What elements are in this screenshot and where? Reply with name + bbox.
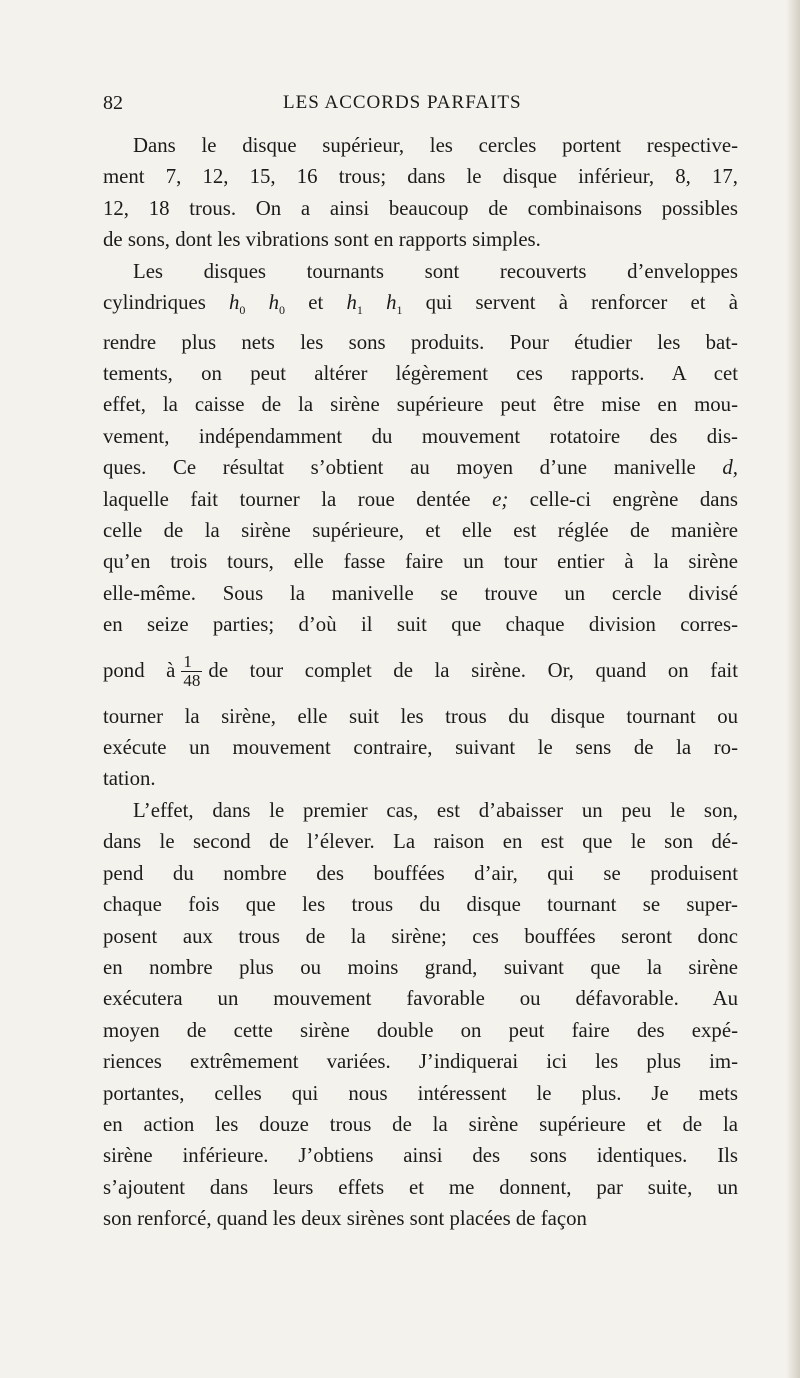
- page-header: [103, 92, 703, 122]
- text-line: portantes, celles qui nous intéressent le plus. Je mets: [103, 1081, 738, 1105]
- text-line: en action les douze trous de la sirène supérieure et de la: [103, 1112, 738, 1136]
- text-line: Les disques tournants sont recouverts d’enveloppes: [133, 259, 738, 283]
- text-line: tourner la sirène, elle suit les trous du disque tournant ou: [103, 704, 738, 728]
- text-line: qu’en trois tours, elle fasse faire un tour entier à la sirène: [103, 550, 738, 574]
- text-line: en nombre plus ou moins grand, suivant que la sirène: [103, 955, 738, 979]
- symbol-h: h: [268, 291, 280, 315]
- text-line: vement, indépendamment du mouvement rotatoire des dis-: [103, 424, 738, 448]
- text-line: moyen de cette sirène double on peut faire des expé-: [103, 1018, 738, 1042]
- page-number: 82: [103, 92, 123, 114]
- page-edge-shadow: [786, 0, 800, 1378]
- paragraph-2: [103, 256, 738, 795]
- running-title: LES ACCORDS PARFAITS: [283, 92, 522, 113]
- fraction-line: [103, 641, 738, 701]
- text-line: riences extrêmement variées. J’indiquerai ici les plus im-: [103, 1050, 738, 1074]
- text-line: de sons, dont les vibrations sont en rapports simples.: [103, 228, 541, 252]
- text-line: dans le second de l’élever. La raison en est que le son dé-: [103, 830, 738, 854]
- fraction-denominator: 48: [183, 671, 201, 691]
- text-fragment: laquelle fait tourner la roue dentée: [103, 487, 471, 511]
- fraction: [181, 653, 202, 690]
- text-line: sirène inférieure. J’obtiens ainsi des sons identiques. Ils: [103, 1144, 738, 1168]
- text-line: rendre plus nets les sons produits. Pour étudier les bat-: [103, 330, 738, 354]
- text-line: elle-même. Sous la manivelle se trouve un cercle divisé: [103, 581, 738, 605]
- symbol-h: h: [346, 291, 357, 315]
- symbol-subscript: 0: [279, 303, 286, 318]
- text-line-with-symbols: [103, 287, 738, 327]
- text-fragment: et: [308, 291, 324, 315]
- text-fragment: ques. Ce résultat s’obtient au moyen d’une manivelle: [103, 456, 696, 480]
- text-fragment: de tour complet de la sirène. Or, quand on fait: [208, 658, 738, 682]
- text-line: en seize parties; d’où il suit que chaque division corres-: [103, 613, 738, 637]
- symbol-d: d,: [722, 456, 738, 480]
- text-line: exécute un mouvement contraire, suivant le sens de la ro-: [103, 736, 738, 760]
- text-line: posent aux trous de la sirène; ces bouffées seront donc: [103, 924, 738, 948]
- symbol-e: e;: [492, 487, 509, 511]
- text-line-with-symbols: [103, 484, 738, 515]
- paragraph-3: [103, 795, 738, 1235]
- text-line: s’ajoutent dans leurs effets et me donnent, par suite, un: [103, 1175, 738, 1199]
- symbol-subscript: 0: [239, 303, 246, 318]
- symbol-subscript: 1: [356, 303, 363, 318]
- text-fragment: celle-ci engrène dans: [529, 487, 738, 511]
- text-line: L’effet, dans le premier cas, est d’abaisser un peu le son,: [133, 798, 738, 822]
- symbol-subscript: 1: [396, 303, 403, 318]
- text-line: chaque fois que les trous du disque tournant se super-: [103, 893, 738, 917]
- text-line: son renforcé, quand les deux sirènes sont placées de façon: [103, 1207, 587, 1231]
- text-line: tation.: [103, 767, 156, 791]
- text-line: effet, la caisse de la sirène supérieure peut être mise en mou-: [103, 393, 738, 417]
- text-fragment: qui servent à renforcer et à: [425, 291, 738, 315]
- text-fragment: pond à: [103, 658, 176, 682]
- text-line: pend du nombre des bouffées d’air, qui se produisent: [103, 861, 738, 885]
- paragraph-1: [103, 130, 738, 256]
- symbol-h: h: [386, 291, 397, 315]
- text-line: tements, on peut altérer légèrement ces rapports. A cet: [103, 362, 738, 385]
- text-line: Dans le disque supérieur, les cercles portent respective-: [133, 134, 738, 157]
- text-line: exécutera un mouvement favorable ou défavorable. Au: [103, 987, 738, 1011]
- body-text: [103, 130, 738, 1235]
- text-line: ment 7, 12, 15, 16 trous; dans le disque inférieur, 8, 17,: [103, 165, 738, 189]
- text-line: celle de la sirène supérieure, et elle est réglée de manière: [103, 519, 738, 543]
- text-line-with-symbols: [103, 452, 738, 483]
- text-fragment: cylindriques: [103, 291, 206, 315]
- text-line: 12, 18 trous. On a ainsi beaucoup de combinaisons possibles: [103, 196, 738, 220]
- fraction-numerator: 1: [181, 653, 202, 672]
- symbol-h: h: [229, 291, 240, 315]
